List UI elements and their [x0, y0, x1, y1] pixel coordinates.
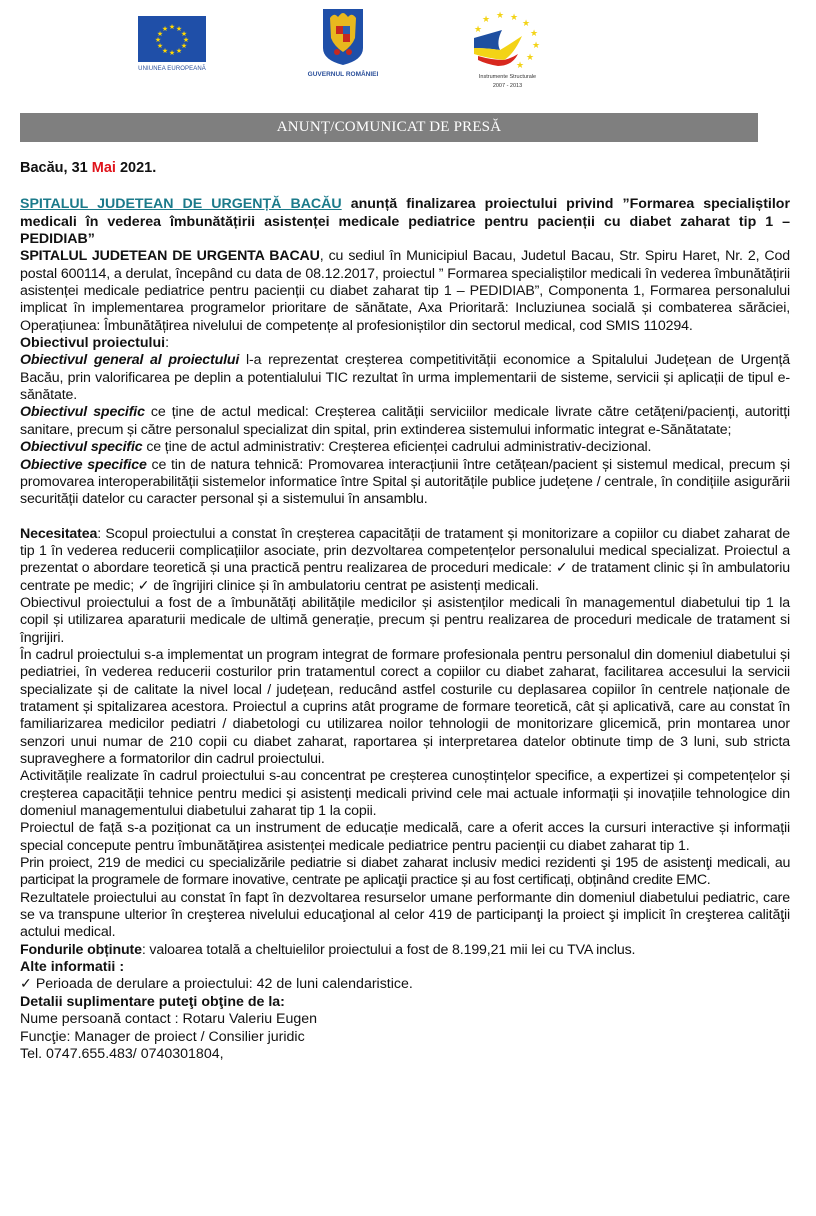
objectives-heading-text: Obiectivul proiectului: [20, 335, 166, 352]
hospital-name: SPITALUL JUDETEAN DE URGENTA BACAU: [20, 248, 320, 265]
svg-text:★: ★: [495, 11, 504, 21]
objectives-heading: [20, 335, 790, 352]
press-release-banner: ANUNȚ/COMUNICAT DE PRESĂ: [20, 113, 758, 142]
contact-role: Funcţie: Manager de proiect / Consilier juridic: [20, 1028, 305, 1045]
structural-instruments-caption-2: 2007 - 2013: [492, 83, 523, 89]
date-month: Mai: [91, 160, 116, 176]
svg-text:★: ★: [180, 42, 188, 50]
specific-objective-admin-text: ce ține de actul administrativ: Creșterea eficienței cadrului administrativ-decizional.: [142, 439, 652, 456]
press-release-body: [20, 160, 790, 1063]
funds-paragraph: [20, 942, 790, 959]
specific-objective-admin-label: Obiectivul specific: [20, 439, 143, 456]
svg-text:★: ★: [175, 25, 183, 33]
specific-objective-technical: [20, 457, 790, 509]
structural-instruments-caption-1: Instrumente Structurale: [478, 74, 537, 80]
svg-text:★: ★: [156, 42, 164, 50]
contact-name: Nume persoană contact : Rotaru Valeriu Eugen: [20, 1011, 318, 1028]
structural-instruments-icon: [468, 10, 548, 72]
svg-text:★: ★: [161, 47, 169, 55]
svg-text:★: ★: [531, 41, 540, 51]
body-paragraph: Rezultatele proiectului au constat în fapt în dezvoltarea resurselor umane performante din domeniul diabetului pediatric, care se va transpune ulterior în creşterea nivelului educaţional al celor 419 de participanţi la proiect şi implicit în creşterea calităţii actului medical.: [20, 889, 790, 941]
svg-text:★: ★: [168, 23, 176, 31]
general-objective: [20, 352, 790, 404]
release-date: [20, 160, 790, 177]
body-paragraph: Prin proiect, 219 de medici cu specializările pediatrie si diabet zaharat inclusiv medici rezidenti şi 195 de asistenţi medicali, au participat la programele de formare inovative, centrate pe aplicaţii practice și au fost certificați, obținând credite EMC.: [20, 855, 790, 889]
specific-objective-medical: [20, 404, 790, 439]
structural-instruments-logo: [460, 10, 555, 90]
project-period: ✓ Perioada de derulare a proiectului: 42 de luni calendaristice.: [20, 976, 413, 993]
svg-text:★: ★: [521, 19, 530, 29]
header-logos: [0, 0, 816, 105]
svg-text:★: ★: [180, 30, 188, 38]
other-info-heading: Alte informatii :: [20, 959, 125, 976]
svg-text:★: ★: [525, 53, 534, 63]
contact-heading: Detalii suplimentare puteţi obţine de la:: [20, 993, 285, 1010]
svg-text:★: ★: [481, 15, 490, 25]
project-description-paragraph: [20, 248, 790, 335]
general-objective-label: Obiectivul general al proiectului: [20, 352, 240, 369]
necessity-text: : Scopul proiectului a constat în creșterea capacității de tratament și monitorizare a copiilor cu diabet zaharat de tip 1 în vederea reducerii complicațiilor asociate, prin dezvoltarea competențelor personalului medical specializat. Proiectul a prezentat o abordare teoretică și una practică pentru realizarea de proceduri medicale: ✓ de tratament clinic și în ambulatoriu centrate pe medic; ✓ de îngrijiri clinice și în ambulatoriu centrat pe asistenți medicali.: [20, 525, 790, 594]
project-description-text: , cu sediul în Municipiul Bacau, Judetul Bacau, Str. Spiru Haret, Nr. 2, Cod postal 600114, a derulat, începând cu data de 08.12.2017, proiectul ” Formarea specialiștilor medicali în vederea îmbunătățirii asistenței medicale pediatrice pentru pacienții cu diabet zaharat tip 1 – PEDIDIAB”, Componenta 1, Formarea personalului implicat în implementarea programelor prioritare de sănătate, Axa Prioritară: Incluziunea socială și combaterea sărăciei, Operațiunea: Îmbunătățirea nivelului de competențe al profesioniștilor din sectorul medical, cod SMIS 110294.: [20, 248, 790, 334]
svg-text:★: ★: [168, 49, 176, 57]
svg-text:★: ★: [156, 30, 164, 38]
spacer: [20, 509, 790, 526]
funds-label: Fondurile obținute: [20, 941, 142, 958]
funds-text: : valoarea totală a cheltuielilor proiectului a fost de 8.199,21 mii lei cu TVA inclus.: [141, 941, 636, 958]
svg-text:★: ★: [529, 29, 538, 39]
objectives-heading-colon: :: [165, 335, 170, 352]
government-logo: [298, 8, 388, 78]
svg-text:★: ★: [182, 36, 190, 44]
body-paragraph: Obiectivul proiectului a fost de a îmbunătăți abilitățile medicilor și asistenților medicali în managementul diabetului tip 1 la copil și utilizarea aparaturii medicale de ultimă generație, precum și pentru realizarea de proceduri medicale de tratament si îngrijiri.: [20, 594, 790, 646]
specific-objective-administrative: [20, 439, 790, 456]
necessity-paragraph: [20, 526, 790, 595]
specific-objective-tech-label: Obiective specifice: [20, 456, 147, 473]
specific-objective-tech-text: ce tin de natura tehnică: Promovarea interacțiunii între cetățean/pacient și sistemul medical, precum și promovarea interoperabilității sistemelor informatice între Spital și autoritățile publice județene / centrale, în condițiile asigurării securității datelor cu caracter personal și a sistemului în ansamblu.: [20, 456, 790, 508]
eu-logo: [138, 16, 206, 72]
intro-text: anunță finalizarea proiectului privind ”Formarea specialiștilor medicali în vederea îmbunătățirii asistenței medicale pediatrice pentru pacienții cu diabet zaharat tip 1 – PEDIDIAB”: [20, 196, 790, 248]
date-city: Bacău, 31: [20, 160, 92, 176]
body-paragraph: Activitățile realizate în cadrul proiectului s-au concentrat pe creșterea cunoștințelor specifice, a expertizei și competențelor și creșterea capacității tehnice pentru medici și asistenți medicali privind cele mai actuale informații și inovațiile tehnologice din domeniul managementului diabetului zaharat tip 1 la copii.: [20, 768, 790, 820]
coat-of-arms-icon: [322, 8, 364, 66]
contact-phone[interactable]: Tel. 0747.655.483/ 0740301804,: [20, 1045, 224, 1062]
eu-caption: UNIUNEA EUROPEANĂ: [138, 66, 206, 72]
svg-text:★: ★: [515, 61, 524, 71]
government-caption: GUVERNUL ROMÂNIEI: [307, 71, 379, 78]
date-year: 2021.: [115, 160, 157, 176]
hospital-link[interactable]: SPITALUL JUDETEAN DE URGENȚĂ BACĂU: [20, 196, 342, 213]
eu-flag-icon: [138, 16, 206, 62]
svg-text:★: ★: [509, 13, 518, 23]
general-objective-text: l-a reprezentat creșterea competitivității economice a Spitalului Județean de Urgență Bacău, prin valorificarea pe deplin a potentialului TIC rezultat în urma implementarii de sisteme, servicii și aplicații de tipul e-sănătate.: [20, 352, 790, 404]
body-paragraph: În cadrul proiectului s-a implementat un program integrat de formare profesionala pentru personalul din domeniul diabetului și pediatriei, în vederea reducerii costurilor prin tratamentul corect a copiilor cu diabet zaharat, facilitarea accesului la servicii specializate și de calitate la nivel local / județean, reducând astfel costurile cu deplasarea copiilor în centrele naționale de tratament și spitalizarea acestora. Proiectul a cuprins atât programe de formare teoretică, cât și aplicativă, care au constat în familiarizarea medicilor pediatri / diabetologi cu utilizarea noilor tehnologii de monitorizare glicemică, prin montarea unor senzori unui numar de 210 copii cu diabet zaharat, raportarea și interpretarea datelor obtinute timp de 3 luni, sub stricta supraveghere a formatorilor din cadrul proiectului.: [20, 646, 790, 767]
svg-text:★: ★: [175, 47, 183, 55]
specific-objective-medical-label: Obiectivul specific: [20, 404, 145, 421]
svg-text:★: ★: [473, 25, 482, 35]
necessity-label: Necesitatea: [20, 525, 98, 542]
intro-paragraph: [20, 196, 790, 248]
specific-objective-medical-text: ce ține de actul medical: Creșterea calității serviciilor medicale livrate către cetățeni/pacienți, autoritți sanitare, precum și către personalul specializat din spital, prin extinderea sistemului informatic integrat e-Sănătatate;: [20, 404, 790, 438]
svg-text:★: ★: [154, 36, 162, 44]
svg-text:★: ★: [161, 25, 169, 33]
body-paragraph: Proiectul de față s-a poziționat ca un instrument de educație medicală, care a oferit acces la cursuri interactive și informații special concepute pentru îmbunătățirea asistenței medicale pediatrice pentru pacienții cu diabet zaharat tip 1.: [20, 820, 790, 854]
